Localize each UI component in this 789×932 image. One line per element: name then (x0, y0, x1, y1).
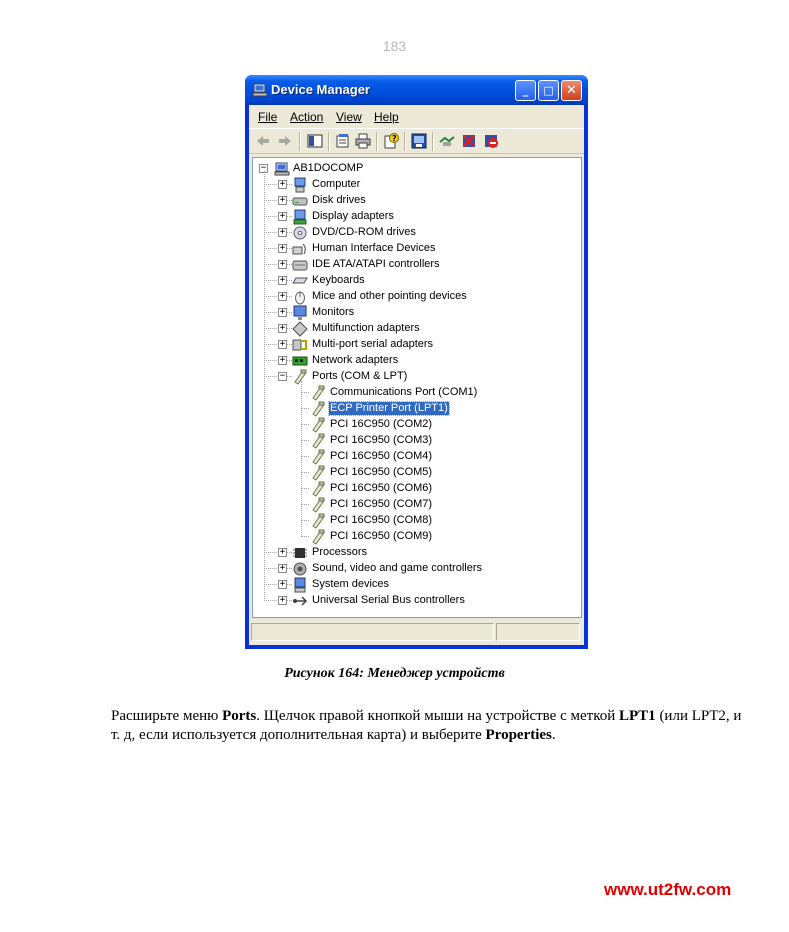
tree-node-label: Keyboards (312, 274, 365, 286)
svg-text:?: ? (392, 134, 397, 143)
computer-icon (292, 177, 308, 193)
display-adapter-icon (292, 209, 308, 225)
menu-file[interactable]: File (258, 110, 278, 124)
usb-icon (292, 593, 308, 609)
status-bar (249, 621, 584, 643)
port-icon (310, 401, 326, 417)
tree-node-label: Disk drives (312, 194, 366, 206)
figure-caption: Рисунок 164: Менеджер устройств (284, 666, 505, 681)
tree-connector (264, 552, 277, 553)
toolbar-separator (328, 132, 330, 151)
tree-node-category[interactable] (253, 545, 573, 561)
disable-icon[interactable] (483, 133, 499, 149)
expand-icon[interactable]: + (279, 547, 286, 557)
collapse-icon[interactable]: − (260, 163, 267, 173)
tree-connector (264, 568, 277, 569)
tree-node-label: PCI 16C950 (COM4) (330, 450, 433, 462)
tree-node-label: Mice and other pointing devices (312, 290, 467, 302)
ide-controller-icon (292, 257, 308, 273)
tree-node-category[interactable] (253, 193, 573, 209)
help-icon[interactable] (383, 133, 399, 149)
text-run: Расширьте меню (111, 708, 223, 724)
tree-connector (264, 200, 277, 201)
tree-node-category[interactable] (253, 289, 573, 305)
port-icon (310, 529, 326, 545)
tree-connector (264, 376, 277, 377)
keyboard-icon (292, 273, 308, 289)
tree-node-category[interactable] (253, 577, 573, 593)
scan-hardware-icon[interactable] (411, 133, 427, 149)
tree-node-category[interactable] (253, 209, 573, 225)
tree-node-label: Computer (312, 178, 361, 190)
hid-icon (292, 241, 308, 257)
expand-icon[interactable]: + (279, 227, 286, 237)
tree-connector (264, 264, 277, 265)
expand-icon[interactable]: + (279, 323, 286, 333)
toolbar-separator (404, 132, 406, 151)
tree-node-label: Sound, video and game controllers (312, 562, 482, 574)
bold-term-ports: Ports (222, 708, 257, 724)
maximize-button[interactable]: □ (538, 80, 559, 101)
port-icon (310, 433, 326, 449)
system-devices-icon (292, 577, 308, 593)
tree-connector (301, 456, 309, 457)
port-icon (310, 481, 326, 497)
device-manager-icon (252, 82, 268, 98)
body-paragraph (111, 707, 751, 745)
tree-connector (264, 600, 277, 601)
port-icon (292, 369, 308, 385)
close-button[interactable]: ✕ (561, 80, 582, 101)
tree-connector (264, 216, 277, 217)
expand-icon[interactable]: + (279, 211, 286, 221)
tree-node-label: DVD/CD-ROM drives (312, 226, 416, 238)
processor-icon (292, 545, 308, 561)
tree-node-category[interactable] (253, 337, 573, 353)
tree-node-category[interactable] (253, 561, 573, 577)
tree-connector (301, 424, 309, 425)
tree-node-label: PCI 16C950 (COM6) (330, 482, 433, 494)
tree-node-label: Display adapters (312, 210, 394, 222)
tree-node-label: PCI 16C950 (COM3) (330, 434, 433, 446)
tree-node-label: PCI 16C950 (COM8) (330, 514, 433, 526)
bold-term-lpt1: LPT1 (619, 708, 656, 724)
menu-view[interactable]: View (336, 110, 362, 124)
tree-connector (264, 344, 277, 345)
expand-icon[interactable]: + (279, 259, 286, 269)
dvd-drive-icon (292, 225, 308, 241)
tree-node-category[interactable] (253, 257, 573, 273)
text-run: . (551, 727, 556, 743)
menu-action[interactable]: Action (290, 110, 324, 124)
tree-node-label: Communications Port (COM1) (330, 386, 478, 398)
port-icon (310, 513, 326, 529)
tree-node-label: System devices (312, 578, 390, 590)
tree-connector (301, 520, 309, 521)
tree-connector (301, 392, 309, 393)
serial-adapter-icon (292, 337, 308, 353)
port-icon (310, 417, 326, 433)
tree-node-label: Universal Serial Bus controllers (312, 594, 465, 606)
tree-node-label: IDE ATA/ATAPI controllers (312, 258, 440, 270)
window-body (249, 105, 584, 645)
tree-connector (301, 408, 309, 409)
expand-icon[interactable]: + (279, 355, 286, 365)
tree-node-label: Human Interface Devices (312, 242, 436, 254)
minimize-button[interactable]: _ (515, 80, 536, 101)
toolbar (249, 128, 584, 154)
expand-icon[interactable]: + (279, 291, 286, 301)
sound-icon (292, 561, 308, 577)
window-title: Device Manager (271, 82, 370, 97)
text-run: (или LPT2, и т. д, если используется дополнительная карта) и выберите (111, 708, 742, 743)
tree-connector (264, 232, 277, 233)
tree-connector (264, 296, 277, 297)
tree-node-label: PCI 16C950 (COM7) (330, 498, 433, 510)
bold-term-properties: Properties (485, 727, 552, 743)
footer-link[interactable]: www.ut2fw.com (604, 880, 732, 899)
text-run: . Щелчок правой кнопкой мыши на устройстве с меткой (256, 708, 619, 724)
tree-node-category[interactable] (253, 273, 573, 289)
device-tree[interactable] (252, 157, 582, 618)
mouse-icon (292, 289, 308, 305)
computer-root-icon (274, 161, 290, 177)
port-icon (310, 497, 326, 513)
tree-connector (301, 472, 309, 473)
tree-node-label: Ports (COM & LPT) (312, 370, 408, 382)
tree-connector (264, 171, 265, 601)
tree-connector (301, 504, 309, 505)
tree-connector (301, 488, 309, 489)
tree-node-category[interactable] (253, 593, 573, 609)
tree-connector (264, 280, 277, 281)
tree-connector (264, 312, 277, 313)
tree-node-label: PCI 16C950 (COM2) (330, 418, 433, 430)
port-icon (310, 465, 326, 481)
menu-bar (249, 105, 584, 126)
forward-arrow-icon[interactable] (277, 133, 293, 149)
tree-connector (264, 328, 277, 329)
expand-icon[interactable]: + (279, 243, 286, 253)
expand-icon[interactable]: + (279, 563, 286, 573)
tree-connector (301, 440, 309, 441)
tree-connector (301, 536, 309, 537)
tree-node-label: Multifunction adapters (312, 322, 420, 334)
port-icon (310, 449, 326, 465)
toolbar-separator (376, 132, 378, 151)
menu-help[interactable]: Help (374, 110, 399, 124)
page-number: 183 (382, 38, 407, 54)
tree-connector (264, 184, 277, 185)
tree-node-root[interactable] (253, 161, 573, 177)
port-icon (310, 385, 326, 401)
tree-node-category[interactable] (253, 177, 573, 193)
tree-node-label: PCI 16C950 (COM5) (330, 466, 433, 478)
monitor-icon (292, 305, 308, 321)
back-arrow-icon[interactable] (255, 133, 271, 149)
status-cell (496, 623, 580, 641)
tree-connector (301, 381, 302, 537)
title-bar[interactable] (245, 75, 588, 105)
tree-node-label: Network adapters (312, 354, 399, 366)
print-icon[interactable] (355, 133, 371, 149)
tree-node-category[interactable] (253, 241, 573, 257)
show-hide-console-tree-icon[interactable] (307, 133, 323, 149)
tree-node-category[interactable] (253, 305, 573, 321)
tree-connector (264, 360, 277, 361)
expand-icon[interactable]: + (279, 595, 286, 605)
expand-icon[interactable]: + (279, 195, 286, 205)
tree-node-label: Processors (312, 546, 368, 558)
tree-node-label: AB1DOCOMP (293, 162, 364, 174)
expand-icon[interactable]: + (279, 307, 286, 317)
properties-icon[interactable] (335, 133, 351, 149)
tree-connector (264, 584, 277, 585)
multifunction-icon (292, 321, 308, 337)
toolbar-separator (299, 132, 301, 151)
disk-drive-icon (292, 193, 308, 209)
tree-node-label: ECP Printer Port (LPT1) (330, 402, 448, 414)
expand-icon[interactable]: + (279, 339, 286, 349)
tree-node-category[interactable] (253, 321, 573, 337)
tree-node-label: Multi-port serial adapters (312, 338, 434, 350)
update-driver-icon[interactable] (439, 133, 455, 149)
tree-node-label: PCI 16C950 (COM9) (330, 530, 433, 542)
network-adapter-icon (292, 353, 308, 369)
expand-icon[interactable]: + (279, 275, 286, 285)
tree-node-category[interactable] (253, 353, 573, 369)
collapse-icon[interactable]: − (279, 371, 286, 381)
toolbar-separator (432, 132, 434, 151)
uninstall-icon[interactable] (461, 133, 477, 149)
expand-icon[interactable]: + (279, 579, 286, 589)
tree-connector (264, 248, 277, 249)
expand-icon[interactable]: + (279, 179, 286, 189)
tree-node-label: Monitors (312, 306, 355, 318)
device-manager-window (245, 75, 588, 649)
status-cell (251, 623, 494, 641)
tree-node-category[interactable] (253, 225, 573, 241)
